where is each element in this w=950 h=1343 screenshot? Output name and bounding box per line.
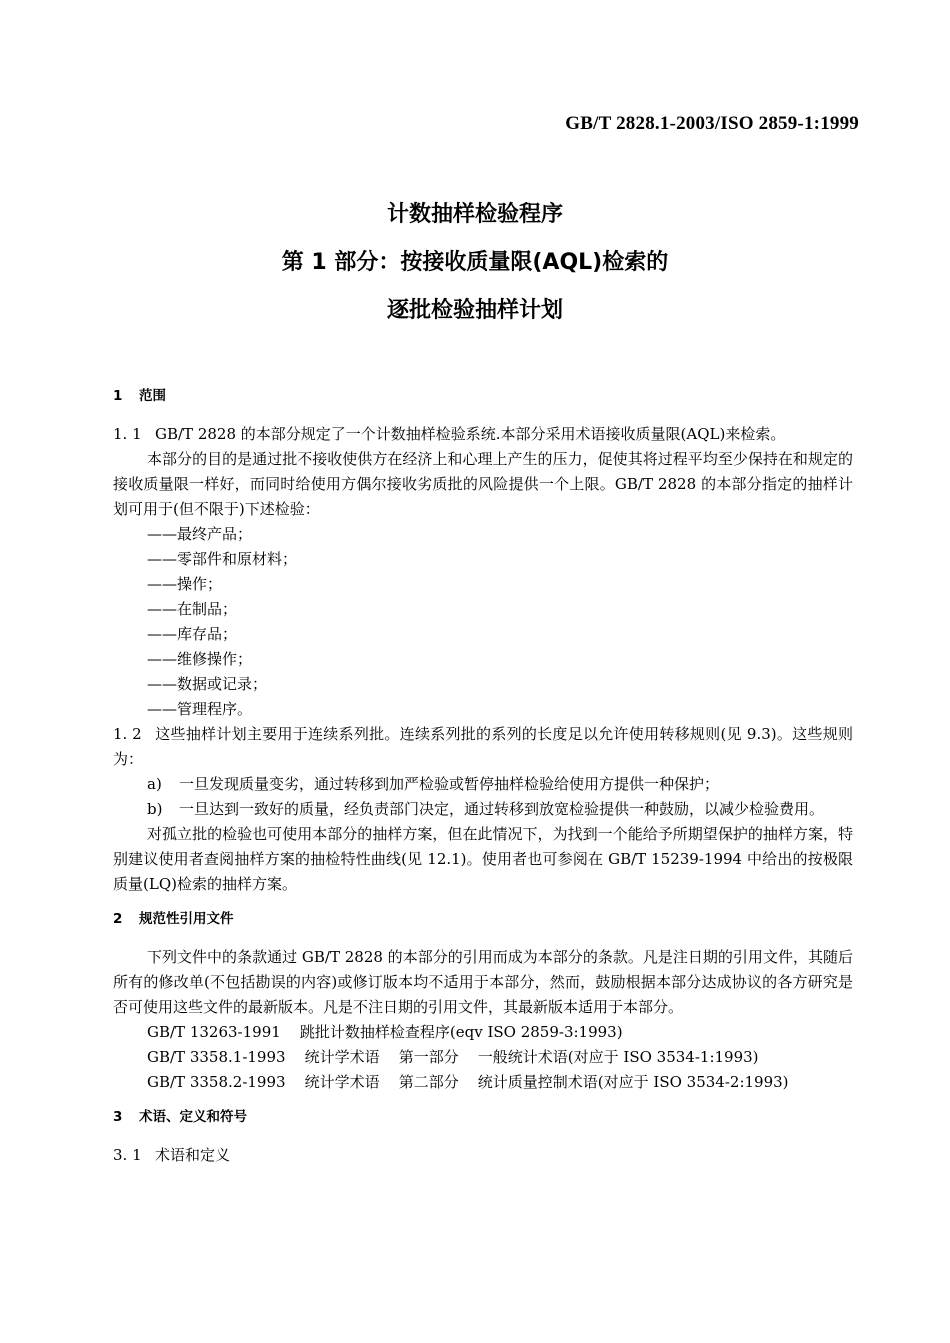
reference-item: GB/T 3358.2-1993 统计学术语 第二部分 统计质量控制术语(对应于 ISO 3534-2:1993) [147,1073,789,1091]
clause-text: 术语和定义 [155,1146,231,1164]
clause-3-1 [113,1143,853,1168]
clause-number: 1. 2 [113,725,142,743]
dash-list-item: ——数据或记录； [147,675,268,693]
list-item-a [113,772,853,797]
document-body [113,384,853,1168]
section-1-heading [113,384,853,409]
clause-1-1 [113,422,853,447]
section-title: 规范性引用文件 [139,911,234,927]
clause-number: 3. 1 [113,1146,142,1164]
section-number: 3 [113,1109,123,1125]
paragraph-purpose: 本部分的目的是通过批不接收使供方在经济上和心理上产生的压力，促使其将过程平均至少保持在和规定的接收质量限一样好，而同时给使用方偶尔接收劣质批的风险提供一个上限。GB/T 2828 的本部分指定的抽样计划可用于(但不限于)下述检验： [113,450,853,518]
document-title [0,198,950,342]
list-text: 一旦达到一致好的质量，经负责部门决定，通过转移到放宽检验提供一种鼓励，以减少检验费用。 [179,800,825,818]
reference-item: GB/T 3358.1-1993 统计学术语 第一部分 一般统计术语(对应于 ISO 3534-1:1993) [147,1048,759,1066]
dash-list-item: ——在制品； [147,600,238,618]
clause-text: 这些抽样计划主要用于连续系列批。连续系列批的系列的长度足以允许使用转移规则(见 9.3)。这些规则为： [113,725,853,768]
clause-1-2 [113,722,853,772]
section-title: 术语、定义和符号 [139,1109,247,1125]
paragraph-isolated-lots: 对孤立批的检验也可使用本部分的抽样方案，但在此情况下，为找到一个能给予所期望保护的抽样方案，特别建议使用者查阅抽样方案的抽检特性曲线(见 12.1)。使用者也可参阅在 GB/T 15239-1994 中给出的按极限质量(LQ)检索的抽样方案。 [113,825,853,893]
reference-item: GB/T 13263-1991 跳批计数抽样检查程序(eqv ISO 2859-3:1993) [147,1023,623,1041]
standard-number: GB/T 2828.1-2003/ISO 2859-1:1999 [565,113,859,134]
clause-text: GB/T 2828 的本部分规定了一个计数抽样检验系统.本部分采用术语接收质量限(AQL)来检索。 [155,425,786,443]
dash-list-item: ——维修操作； [147,650,253,668]
section-2-heading [113,907,853,932]
list-item-b [113,797,853,822]
list-label: a) [147,775,162,793]
list-label: b) [147,800,163,818]
dash-list-item: ——库存品； [147,625,238,643]
clause-number: 1. 1 [113,425,142,443]
dash-list-item: ——管理程序。 [147,700,253,718]
title-line-2: 第 1 部分：按接收质量限(AQL)检索的 [281,250,669,275]
title-line-1: 计数抽样检验程序 [386,202,563,227]
section-3-heading [113,1105,853,1130]
list-text: 一旦发现质量变劣，通过转移到加严检验或暂停抽样检验给使用方提供一种保护； [179,775,720,793]
dash-list-item: ——零部件和原材料； [147,550,298,568]
section-number: 1 [113,388,123,404]
dash-list-item: ——最终产品； [147,525,253,543]
section-title: 范围 [139,388,166,404]
title-line-3: 逐批检验抽样计划 [386,298,563,323]
dash-list-item: ——操作； [147,575,223,593]
paragraph-normative-references: 下列文件中的条款通过 GB/T 2828 的本部分的引用而成为本部分的条款。凡是注日期的引用文件，其随后所有的修改单(不包括勘误的内容)或修订版本均不适用于本部分，然而，鼓励根据本部分达成协议的各方研究是否可使用这些文件的最新版本。凡是不注日期的引用文件，其最新版本适用于本部分。 [113,948,853,1016]
section-number: 2 [113,911,123,927]
